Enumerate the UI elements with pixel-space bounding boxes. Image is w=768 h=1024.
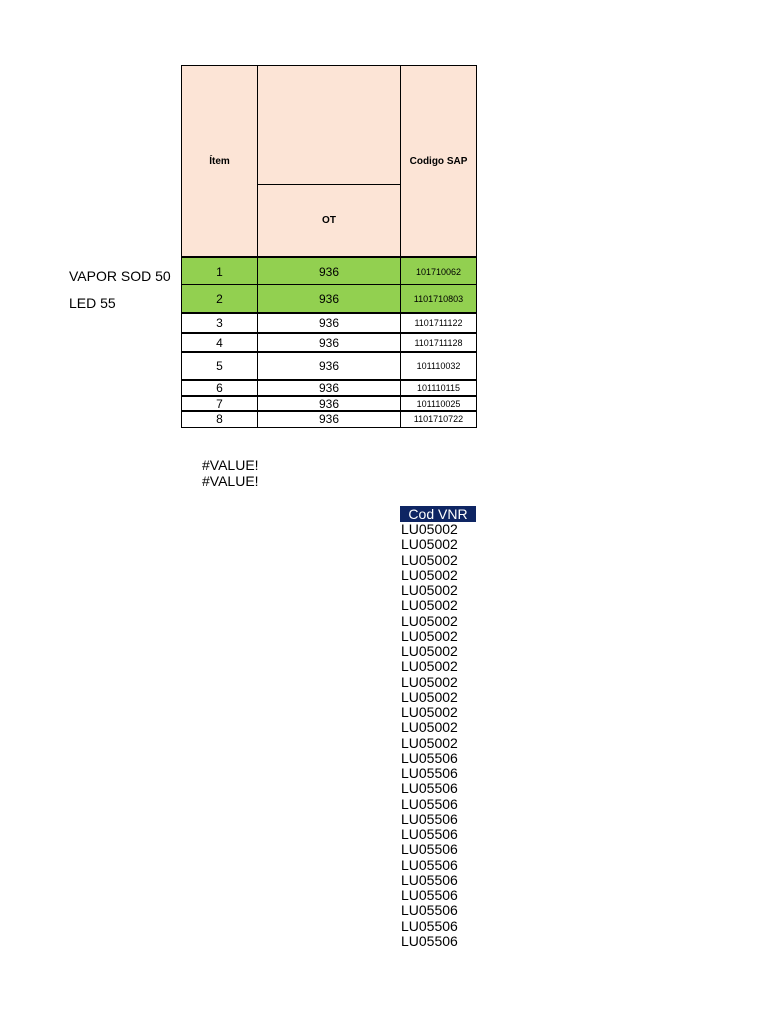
cell-sap: 101110025 (400, 395, 477, 412)
vnr-code: LU05002 (401, 627, 458, 644)
cell-sap: 101110032 (400, 351, 477, 381)
cell-item: 8 (181, 410, 258, 428)
vnr-code: LU05506 (401, 841, 458, 858)
vnr-code: LU05002 (401, 612, 458, 629)
vnr-code: LU05506 (401, 856, 458, 873)
cell-sap: 101710062 (400, 257, 477, 286)
header-item: Ítem (181, 65, 258, 257)
vnr-code: LU05002 (401, 704, 458, 720)
cell-sap: 101110115 (400, 379, 477, 397)
cell-item: 3 (181, 312, 258, 334)
vnr-code: LU05506 (401, 871, 458, 888)
vnr-code: LU05506 (401, 932, 458, 949)
cell-ot: 936 (257, 395, 401, 412)
cell-item: 6 (181, 379, 258, 397)
vnr-code: LU05506 (401, 749, 458, 766)
vnr-code: LU05002 (401, 719, 458, 736)
cell-item: 5 (181, 351, 258, 381)
cell-ot: 936 (257, 379, 401, 397)
cell-ot: 936 (257, 351, 401, 381)
cell-sap: 1101710803 (400, 284, 477, 314)
cell-ot: 936 (257, 312, 401, 334)
vnr-code: LU05506 (401, 795, 458, 812)
header-sap: Codigo SAP (400, 65, 477, 257)
header-blank (257, 65, 401, 185)
vnr-code: LU05002 (401, 566, 458, 583)
vnr-code: LU05002 (401, 536, 458, 553)
cell-item: 7 (181, 395, 258, 412)
vnr-code: LU05002 (401, 597, 458, 614)
vnr-code: LU05506 (401, 765, 458, 781)
vnr-code: LU05002 (401, 658, 458, 675)
vnr-code: LU05506 (401, 902, 458, 919)
cell-sap: 1101711122 (400, 312, 477, 334)
vnr-code: LU05002 (401, 673, 458, 690)
side-label-led: LED 55 (69, 295, 116, 311)
vnr-code: LU05002 (401, 582, 458, 598)
vnr-code: LU05002 (401, 551, 458, 568)
vnr-header: Cod VNR (400, 506, 476, 522)
error-value-2: #VALUE! (202, 473, 259, 489)
vnr-code: LU05506 (401, 887, 458, 903)
cell-item: 4 (181, 332, 258, 353)
vnr-code: LU05002 (401, 688, 458, 705)
side-label-vapor: VAPOR SOD 50 (69, 268, 171, 284)
sap-table (181, 65, 477, 427)
error-value-1: #VALUE! (202, 457, 259, 473)
vnr-code: LU05506 (401, 826, 458, 842)
cell-sap: 1101711128 (400, 332, 477, 353)
vnr-code: LU05506 (401, 810, 458, 827)
cell-ot: 936 (257, 257, 401, 286)
header-ot: OT (257, 184, 401, 257)
cell-ot: 936 (257, 410, 401, 428)
vnr-code: LU05002 (401, 521, 458, 537)
cell-ot: 936 (257, 332, 401, 353)
vnr-code: LU05002 (401, 734, 458, 751)
cell-item: 2 (181, 284, 258, 314)
cell-ot: 936 (257, 284, 401, 314)
vnr-code: LU05002 (401, 643, 458, 659)
vnr-code: LU05506 (401, 780, 458, 797)
vnr-code: LU05506 (401, 917, 458, 934)
cell-item: 1 (181, 257, 258, 286)
vnr-list (401, 522, 458, 949)
cell-sap: 1101710722 (400, 410, 477, 428)
